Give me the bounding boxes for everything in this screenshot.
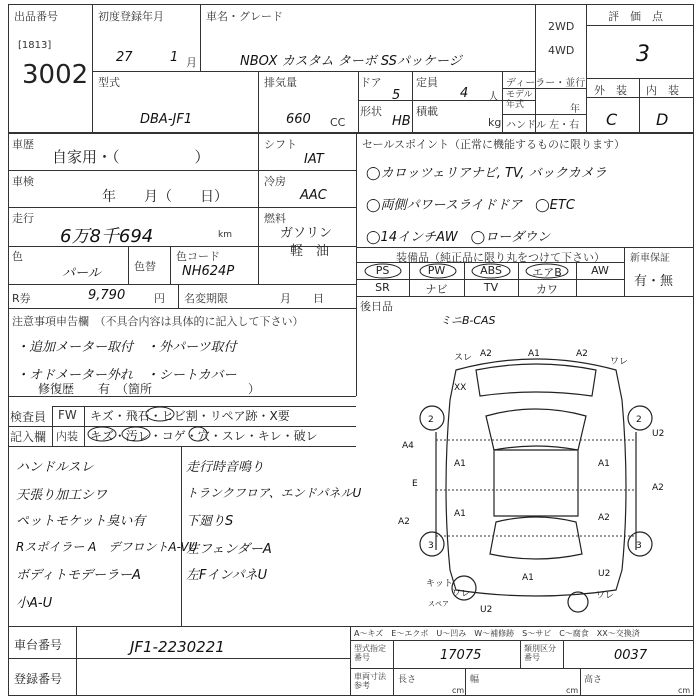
recycle-unit: 円 [154,292,165,305]
remark-right-3: 下廻りS [186,514,234,529]
cert-label: 型式指定 番号 [354,644,386,662]
mark-a1-front: A1 [528,349,540,359]
size-label: 車両寸法 参考 [354,672,386,690]
length-unit: cm [452,686,465,695]
cap-value: 4 [460,86,469,101]
ac-label: 冷房 [264,175,286,188]
equip-navi: ナビ [425,283,448,296]
mark-2-left: 2 [428,415,434,425]
name-label: 車名・グレード [206,10,283,23]
width-label: 幅 [470,675,480,685]
recycle-label: R券 [12,292,31,305]
mark-u2-rear-right: U2 [598,569,611,579]
remark-right-4: 左フェンダーA [186,542,272,557]
inspection-label: 車検 [12,175,34,188]
mark-ware-rear-left: ワレ [452,589,471,599]
notes-line-1: ・追加メーター取付 ・外パーツ取付 [16,340,237,355]
mileage-unit: km [218,230,232,240]
load-unit: kg [488,116,502,129]
history-value: 自家用・（ ） [52,148,210,166]
disp-unit: CC [330,116,346,129]
remark-left-5: ボディトモデーラーA [16,568,141,583]
sales-label: セールスポイント（正常に機能するものに限ります） [362,138,626,151]
inspector-circles [84,406,356,446]
handle-label: ハンドル 左・右 [506,120,580,131]
mark-u2-right: U2 [652,429,665,439]
recycle-value: 9,790 [88,288,126,303]
inspector-label-1: 検査員 [10,410,47,424]
notes-line-2: ・オドメーター外れ ・シートカバー [16,368,237,383]
reg-month: 1 [170,50,179,65]
cap-label: 定員 [416,76,438,89]
color-code-value: NH624P [182,264,235,279]
mileage-label: 走行 [12,212,34,225]
category-value: 0037 [614,648,648,663]
dealer-label: ディーラー・並行 [506,78,586,89]
remark-right-2: トランクフロア、エンドパネルU [186,486,362,500]
sales-point-2: ◯両側パワースライドドア ◯ETC [366,198,575,213]
border-top [8,4,694,5]
border-bottom [8,695,694,696]
remark-left-6: 小A-U [16,596,53,611]
height-label: 高さ [584,675,603,685]
after-value: ミニB-CAS [440,314,496,327]
ac-value: AAC [300,188,327,203]
exterior-label: 外 装 [594,84,627,97]
equip-airbag: エアB [532,266,562,279]
remark-right-1: 走行時音鳴り [186,460,265,475]
fuel-alt: 軽 油 [290,244,330,259]
disp-value: 660 [286,112,311,127]
reg-year: 27 [116,50,133,65]
width-unit: cm [566,686,579,695]
mark-ware-front-right: ワレ [610,357,629,367]
mark-a1-rear: A1 [522,573,534,583]
equip-ps: PS [375,264,390,277]
shape-value: HB [392,114,411,129]
reg-month-unit: 月 [186,56,197,69]
equip-sr: SR [375,281,390,294]
cert-value: 17075 [440,648,482,663]
shape-label: 形状 [360,105,382,118]
mark-spare: スペア [428,600,449,608]
mark-a2-left: A2 [398,517,410,527]
shift-label: シフト [264,138,297,151]
equipment-label: 装備品（純正品に限り丸をつけて下さい） [396,251,605,264]
equip-abs: ABS [480,264,502,277]
mark-2-right: 2 [636,415,642,425]
name-change-value: 月 日 [280,292,324,305]
equip-aw: AW [591,264,609,277]
mark-3-left: 3 [428,541,434,551]
border-right [693,4,694,696]
cap-unit: 人 [488,90,499,103]
mark-xx: XX [454,383,467,393]
mark-a2-right: A2 [652,483,664,493]
load-label: 積載 [416,105,438,118]
mark-ware-rear-right: ワレ [596,591,615,601]
exterior-value: C [606,110,618,129]
lot-number: 3002 [22,60,89,90]
sales-point-3: ◯14インチAW ◯ローダウン [366,230,551,245]
equip-tv: TV [483,281,499,294]
score-value: 3 [636,42,650,67]
color-code-label: 色コード [176,250,220,263]
mark-sure-front-left: スレ [454,353,473,363]
model-value: DBA-JF1 [140,112,193,127]
drive-4wd: 4WD [548,44,575,57]
mark-a1-left-rear: A1 [454,509,466,519]
inspector-label-2: 記入欄 [10,430,47,444]
mark-3-right: 3 [636,541,642,551]
mark-a1-left-door: A1 [454,459,466,469]
equip-pw: PW [427,264,446,277]
mark-a4: A4 [402,441,414,451]
inspection-value: 年 月（ 日） [102,189,228,205]
sales-point-1: ◯カロッツェリアナビ, TV, バックカメラ [366,166,607,181]
mark-a1-right-door: A1 [598,459,610,469]
interior-label: 内 装 [646,84,679,97]
fuel-value: ガソリン [280,226,333,241]
remark-right-5: 左FインパネU [186,568,268,583]
reg-number-label: 登録番号 [14,672,63,686]
length-label: 長さ [398,675,417,685]
name-change-label: 名変期限 [184,292,228,305]
car-damage-diagram [396,340,692,620]
chassis-label: 車台番号 [14,638,63,652]
height-unit: cm [678,686,691,695]
lot-sub: [1813] [18,40,52,51]
mileage-value: 6万8千694 [60,226,154,247]
shift-value: IAT [304,152,324,167]
history-label: 車歴 [12,138,34,151]
model-label: 型式 [98,76,120,89]
equipment-circles [356,262,624,280]
equip-leather: カワ [536,283,558,296]
notes-label: 注意事項申告欄 （不具合内容は具体的に記入して下さい） [12,315,304,328]
name-value: NBOX カスタム ターボ SSパッケージ [240,54,462,69]
drive-2wd: 2WD [548,20,575,33]
damage-legend: A～キズ E～エクボ U～凹み W～補修跡 S～サビ C～腐食 XX～交換済 [354,629,640,638]
disp-label: 排気量 [264,76,297,89]
in-label: 内装 [56,430,78,443]
mark-e: E [412,479,418,489]
category-label: 類別区分 番号 [524,644,556,662]
in-items: キズ・汚レ・コゲ・穴・スレ・キレ・破レ [90,429,318,443]
door-value: 5 [392,88,401,103]
interior-value: D [656,110,669,129]
remark-left-4: Rスポイラー A デフロントA-VU [16,540,198,554]
color-label: 色 [12,250,23,263]
mark-a2-front-right: A2 [576,349,588,359]
new-car-label: 新車保証 [630,253,670,264]
border-left [8,4,9,696]
after-label: 後日品 [360,300,393,313]
score-label: 評 価 点 [608,10,663,23]
lot-label: 出品番号 [14,10,58,23]
remark-left-3: ペットモケット臭い有 [16,514,146,529]
model-year-unit: 年 [570,104,580,115]
new-car-value: 有・無 [634,274,674,289]
fuel-label: 燃料 [264,212,286,225]
mark-a2-front-left: A2 [480,349,492,359]
color-value: パール [62,266,101,281]
remark-left-1: ハンドルスレ [16,460,94,475]
model-year-label: モデル 年式 [506,90,533,110]
repair-history: 修復歴 有 （箇所 ） [38,382,261,396]
mark-kit: キット [426,579,453,589]
chassis-value: JF1-2230221 [130,638,225,656]
door-label: ドア [360,76,382,89]
mark-a2-right-rear: A2 [598,513,610,523]
color-change-label: 色替 [134,260,156,273]
remark-left-2: 天張り加工シワ [16,488,108,503]
mark-u2-rear: U2 [480,605,493,615]
fw-label: FW [58,408,77,422]
reg-label: 初度登録年月 [98,10,164,23]
fw-items: キズ・飛石・ヒビ割・リペア跡・X要 [90,409,290,423]
